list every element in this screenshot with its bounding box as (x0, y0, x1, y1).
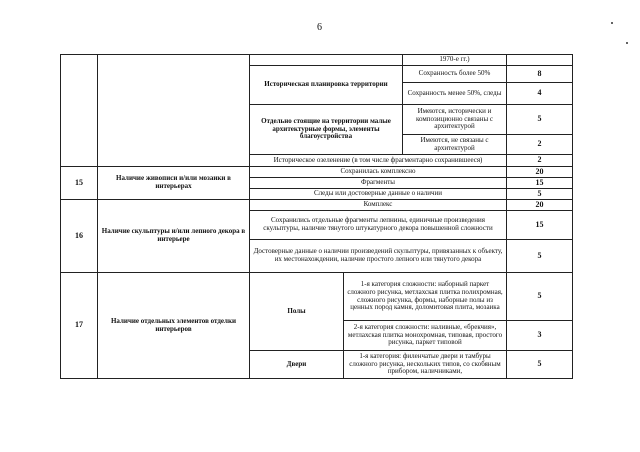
number-cell-empty (61, 55, 98, 167)
table-row (61, 273, 573, 321)
value-cell: Имеются, не связаны с архитектурой (403, 135, 507, 155)
score-cell: 15 (507, 178, 573, 189)
score-cell: 4 (507, 83, 573, 105)
score-cell: 20 (507, 200, 573, 211)
score-cell: 15 (507, 211, 573, 240)
score-cell: 5 (507, 240, 573, 273)
scan-speck (626, 42, 628, 44)
subcategory-cell: Отдельно стоящие на территории малые архитектурные формы, элементы благоустройства (250, 105, 403, 155)
score-cell: 5 (507, 105, 573, 135)
criterion-name: Наличие скульптуры и/или лепного декора в интерьере (98, 200, 250, 273)
table-row (61, 55, 573, 66)
score-cell (507, 55, 573, 66)
criterion-number: 15 (61, 167, 98, 200)
value-cell: Историческое озеленение (в том числе фрагментарно сохранившееся) (250, 155, 507, 167)
score-cell: 2 (507, 135, 573, 155)
subcategory-cell: Полы (250, 273, 344, 351)
value-cell: Комплекс (250, 200, 507, 211)
value-cell: 2-я категория сложности: наливные, «брекчия», метлахская плитка монохромная, типовая, простого рисунка, паркет типовой (344, 321, 507, 351)
value-cell: Фрагменты (250, 178, 507, 189)
scan-speck (611, 22, 613, 24)
subcategory-cell-empty (250, 55, 403, 66)
criteria-table (60, 54, 573, 379)
value-cell: Сохранилась комплексно (250, 167, 507, 178)
criterion-name: Наличие живописи и/или мозаики в интерьерах (98, 167, 250, 200)
criterion-name: Наличие отдельных элементов отделки интерьеров (98, 273, 250, 379)
table-row (61, 167, 573, 178)
page-number: 6 (317, 22, 322, 33)
value-cell: Достоверные данные о наличии произведений скульптуры, привязанных к объекту, их местонахождении, наличие простого лепного или тянутого декора (250, 240, 507, 273)
value-cell: 1-я категория: филенчатые двери и тамбуры сложного рисунка, нескольких типов, со скобяным прибором, наличниками, (344, 351, 507, 379)
value-cell: 1-я категория сложности: наборный паркет сложного рисунка, метлахская плитка полихромная, сложного рисунка, формы, наборные полы из ценных пород камня, доломитовая плита, мозаика (344, 273, 507, 321)
criterion-number: 17 (61, 273, 98, 379)
score-cell: 3 (507, 321, 573, 351)
value-cell: Сохранность более 50% (403, 66, 507, 83)
subcategory-cell: Двери (250, 351, 344, 379)
criterion-number: 16 (61, 200, 98, 273)
value-cell: Следы или достоверные данные о наличии (250, 189, 507, 200)
value-cell: 1970-е гг.) (403, 55, 507, 66)
score-cell: 5 (507, 189, 573, 200)
score-cell: 2 (507, 155, 573, 167)
score-cell: 5 (507, 273, 573, 321)
value-cell: Имеются, исторически и композиционно связаны с архитектурой (403, 105, 507, 135)
value-cell: Сохранность менее 50%, следы (403, 83, 507, 105)
value-cell: Сохранились отдельные фрагменты лепнины, единичные произведения скульптуры, наличие тянутого штукатурного декора повышенной сложности (250, 211, 507, 240)
table-row (61, 200, 573, 211)
score-cell: 8 (507, 66, 573, 83)
score-cell: 5 (507, 351, 573, 379)
subcategory-cell: Историческая планировка территории (250, 66, 403, 105)
score-cell: 20 (507, 167, 573, 178)
criterion-cell-empty (98, 55, 250, 167)
